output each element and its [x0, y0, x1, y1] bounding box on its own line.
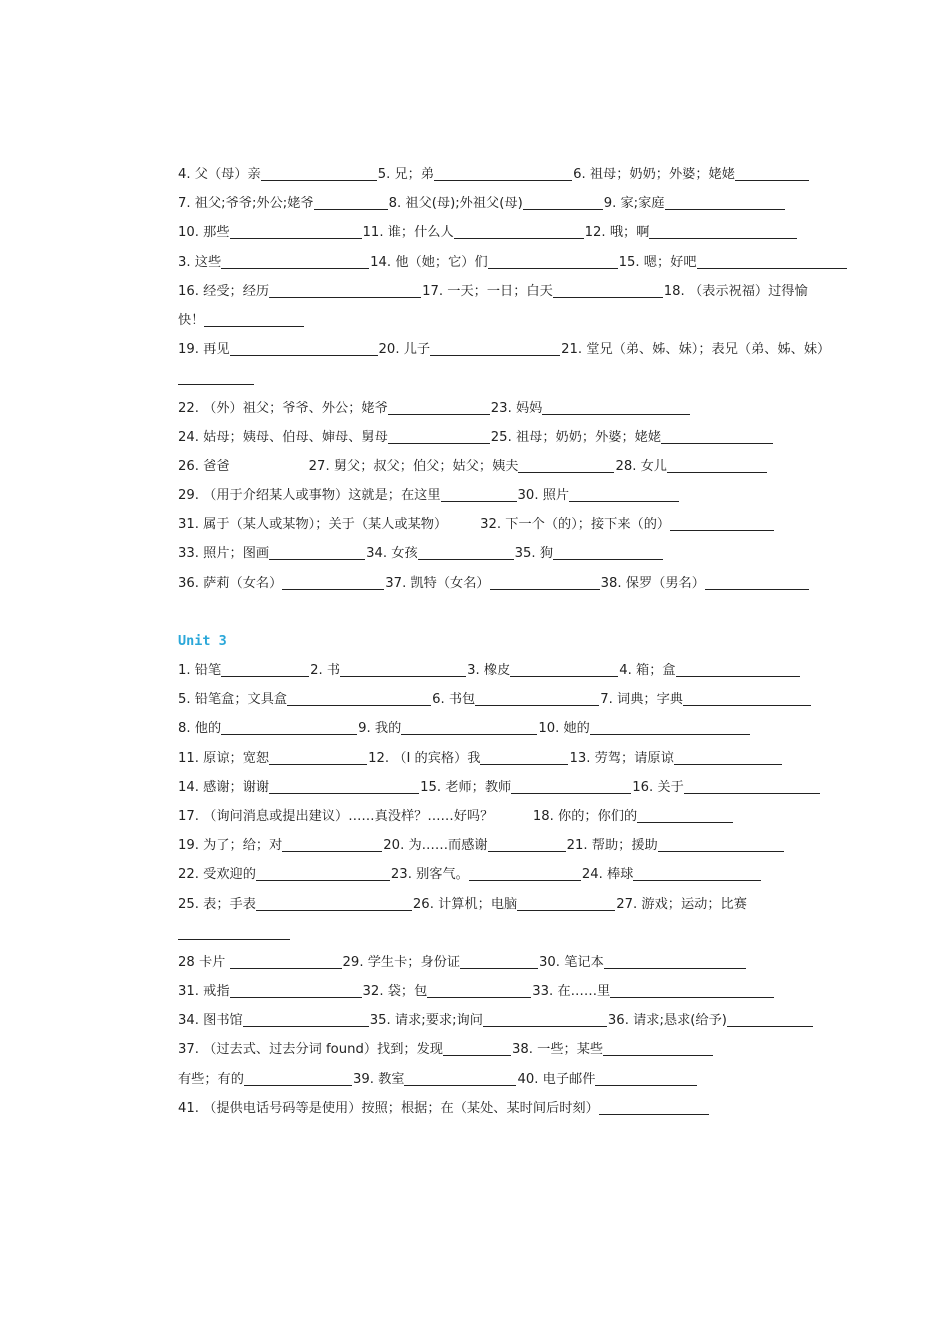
- vocab-prompt: 22. （外）祖父；爷爷、外公；姥爷: [178, 400, 388, 416]
- answer-blank[interactable]: [256, 896, 412, 911]
- vocab-prompt: 35. 请求;要求;询问: [369, 1013, 483, 1029]
- answer-blank[interactable]: [490, 575, 600, 590]
- answer-blank[interactable]: [460, 954, 538, 969]
- answer-blank[interactable]: [553, 283, 663, 298]
- unit3-vocabulary-section: [178, 656, 854, 1123]
- vocab-prompt: 14. 他（她；它）们: [370, 254, 488, 270]
- answer-blank[interactable]: [230, 983, 362, 998]
- vocab-line: [178, 452, 854, 481]
- answer-blank[interactable]: [221, 662, 309, 677]
- vocab-prompt: 26. 计算机；电脑: [412, 896, 518, 912]
- vocab-prompt: 28. 女儿: [615, 458, 667, 474]
- answer-blank[interactable]: [684, 779, 820, 794]
- answer-blank[interactable]: [523, 195, 603, 210]
- vocab-prompt: 32. 袋；包: [362, 984, 428, 1000]
- vocab-prompt: 25. 祖母；奶奶；外婆；姥姥: [490, 429, 662, 445]
- vocab-prompt: 23. 妈妈: [490, 400, 543, 416]
- answer-blank[interactable]: [244, 1071, 352, 1086]
- vocab-prompt: 35. 狗: [514, 546, 554, 562]
- answer-blank[interactable]: [661, 429, 773, 444]
- vocab-prompt: 20. 为……而感谢: [383, 838, 488, 854]
- vocab-prompt: 10. 那些: [178, 225, 230, 241]
- vocab-prompt: 18. （表示祝福）过得愉: [663, 283, 808, 299]
- answer-blank[interactable]: [314, 195, 388, 210]
- vocab-line: [178, 248, 854, 277]
- vocab-line: [178, 685, 854, 714]
- answer-blank[interactable]: [510, 662, 618, 677]
- answer-blank[interactable]: [665, 195, 785, 210]
- answer-blank[interactable]: [269, 779, 419, 794]
- vocab-prompt: 16. 关于: [632, 779, 684, 795]
- vocab-line: [178, 160, 854, 189]
- vocab-line: [178, 364, 854, 393]
- vocab-prompt: 37. 凯特（女名）: [385, 575, 490, 591]
- vocab-line: [178, 860, 854, 889]
- answer-blank[interactable]: [269, 283, 421, 298]
- vocab-prompt: 8. 他的: [178, 721, 222, 737]
- vocab-prompt: 24. 姑母；姨母、伯母、婶母、舅母: [178, 429, 388, 445]
- answer-blank[interactable]: [401, 720, 537, 735]
- answer-blank[interactable]: [404, 1071, 516, 1086]
- answer-blank[interactable]: [230, 954, 342, 969]
- vocab-line: [178, 394, 854, 423]
- answer-blank[interactable]: [735, 166, 809, 181]
- answer-blank[interactable]: [204, 312, 304, 327]
- answer-blank[interactable]: [488, 837, 566, 852]
- vocab-prompt: 19. 为了；给；对: [178, 838, 283, 854]
- answer-blank[interactable]: [658, 837, 784, 852]
- answer-blank[interactable]: [595, 1071, 697, 1086]
- answer-blank[interactable]: [430, 341, 560, 356]
- vocab-line: [178, 977, 854, 1006]
- vocab-prompt: 5. 兄；弟: [377, 167, 435, 182]
- answer-blank[interactable]: [705, 575, 809, 590]
- vocab-line: [178, 423, 854, 452]
- vocab-prompt: 22. 受欢迎的: [178, 867, 256, 883]
- vocab-line: [178, 481, 854, 510]
- vocab-prompt: 21. 堂兄（弟、姊、妹）；表兄（弟、姊、妹）: [561, 342, 831, 358]
- answer-blank[interactable]: [683, 691, 811, 706]
- vocab-line: [178, 189, 854, 218]
- answer-blank[interactable]: [542, 400, 690, 415]
- vocab-prompt: 25. 表；手表: [178, 896, 256, 912]
- answer-blank[interactable]: [427, 983, 531, 998]
- answer-blank[interactable]: [287, 691, 431, 706]
- answer-blank[interactable]: [178, 370, 254, 385]
- vocab-prompt: 6. 书包: [432, 692, 476, 708]
- answer-blank[interactable]: [269, 545, 365, 560]
- answer-blank[interactable]: [518, 458, 614, 473]
- vocab-prompt: 31. 戒指: [178, 984, 230, 1000]
- vocab-prompt: 33. 照片；图画: [178, 546, 270, 562]
- answer-blank[interactable]: [488, 254, 618, 269]
- answer-blank[interactable]: [282, 837, 382, 852]
- unit2-vocabulary-section: [178, 160, 854, 598]
- answer-blank[interactable]: [676, 662, 800, 677]
- answer-blank[interactable]: [599, 1100, 709, 1115]
- vocab-prompt: 29. （用于介绍某人或事物）这就是；在这里: [178, 488, 441, 504]
- answer-blank[interactable]: [727, 1012, 813, 1027]
- document-body: [178, 160, 854, 1123]
- vocab-prompt: 6. 祖母；奶奶；外婆；姥姥: [573, 167, 735, 182]
- vocab-prompt: 快！: [178, 312, 205, 328]
- answer-blank[interactable]: [221, 720, 357, 735]
- vocab-line: [178, 773, 854, 802]
- answer-blank[interactable]: [469, 866, 581, 881]
- vocab-prompt: 1. 铅笔: [178, 663, 222, 678]
- answer-blank[interactable]: [569, 487, 679, 502]
- vocab-prompt: 36. 请求;恳求(给予): [607, 1013, 727, 1029]
- answer-blank[interactable]: [511, 779, 631, 794]
- answer-blank[interactable]: [475, 691, 599, 706]
- vocab-prompt: 31. 属于（某人或某物）；关于（某人或某物） 32. 下一个（的）；接下来（的）: [178, 517, 671, 533]
- answer-blank[interactable]: [282, 575, 384, 590]
- answer-blank[interactable]: [454, 224, 584, 239]
- vocab-prompt: 13. 劳驾；请原谅: [569, 750, 674, 766]
- vocab-prompt: 20. 儿子: [378, 342, 431, 358]
- vocab-prompt: 21. 帮助；援助: [566, 838, 658, 854]
- answer-blank[interactable]: [480, 750, 568, 765]
- vocab-prompt: 15. 老师；教师: [420, 779, 512, 795]
- vocab-prompt: 19. 再见: [178, 342, 230, 358]
- vocab-prompt: 41. （提供电话号码等是使用）按照；根据；在（某处、某时间后时刻）: [178, 1100, 599, 1116]
- answer-blank[interactable]: [441, 487, 517, 502]
- vocab-line: [178, 335, 854, 364]
- vocab-prompt: 28 卡片: [178, 954, 230, 970]
- vocab-prompt: 27. 游戏；运动；比赛: [616, 896, 747, 912]
- vocab-prompt: 23. 别客气。: [390, 867, 469, 883]
- vocab-prompt: 34. 图书馆: [178, 1013, 243, 1029]
- answer-blank[interactable]: [178, 925, 290, 940]
- answer-blank[interactable]: [517, 896, 615, 911]
- answer-blank[interactable]: [483, 1012, 607, 1027]
- vocab-prompt: 5. 铅笔盒；文具盒: [178, 692, 288, 708]
- vocab-line: [178, 1065, 854, 1094]
- answer-blank[interactable]: [388, 400, 490, 415]
- answer-blank[interactable]: [637, 808, 733, 823]
- vocab-prompt: 4. 箱；盒: [619, 663, 676, 678]
- vocab-prompt: 有些；有的: [178, 1071, 244, 1087]
- vocab-prompt: 14. 感谢；谢谢: [178, 779, 270, 795]
- vocab-line: [178, 218, 854, 247]
- answer-blank[interactable]: [340, 662, 466, 677]
- vocab-line: [178, 948, 854, 977]
- answer-blank[interactable]: [670, 516, 774, 531]
- answer-blank[interactable]: [261, 166, 377, 181]
- answer-blank[interactable]: [256, 866, 390, 881]
- vocab-line: [178, 714, 854, 743]
- vocab-prompt: 17. （询问消息或提出建议）……真没样？……好吗？ 18. 你的；你们的: [178, 808, 638, 824]
- vocab-prompt: 15. 嗯；好吧: [618, 254, 697, 270]
- vocab-prompt: 2. 书: [310, 663, 341, 678]
- vocab-prompt: 30. 笔记本: [539, 954, 604, 970]
- answer-blank[interactable]: [230, 341, 378, 356]
- vocab-prompt: 11. 原谅；宽恕: [178, 750, 270, 766]
- answer-blank[interactable]: [443, 1041, 511, 1056]
- answer-blank[interactable]: [674, 750, 782, 765]
- vocab-prompt: 10. 她的: [538, 721, 590, 737]
- vocab-prompt: 36. 萨莉（女名）: [178, 575, 283, 591]
- unit-3-heading: Unit 3: [178, 632, 227, 649]
- answer-blank[interactable]: [269, 750, 367, 765]
- vocab-line: [178, 306, 854, 335]
- answer-blank[interactable]: [649, 224, 797, 239]
- answer-blank[interactable]: [697, 254, 847, 269]
- answer-blank[interactable]: [553, 545, 663, 560]
- answer-blank[interactable]: [667, 458, 767, 473]
- vocab-line: [178, 744, 854, 773]
- vocab-line: [178, 539, 854, 568]
- answer-blank[interactable]: [388, 429, 490, 444]
- vocab-prompt: 34. 女孩: [366, 546, 418, 562]
- answer-blank[interactable]: [633, 866, 761, 881]
- vocab-prompt: 3. 橡皮: [467, 663, 511, 678]
- vocab-prompt: 12. 哦；啊: [584, 225, 650, 241]
- vocab-prompt: 33. 在……里: [532, 984, 611, 1000]
- vocab-prompt: 26. 爸爸 27. 舅父；叔父；伯父；姑父；姨夫: [178, 458, 519, 474]
- answer-blank[interactable]: [434, 166, 572, 181]
- vocab-prompt: 40. 电子邮件: [517, 1071, 596, 1087]
- vocab-line: [178, 831, 854, 860]
- vocab-prompt: 24. 棒球: [581, 867, 634, 883]
- vocab-prompt: 9. 家;家庭: [603, 196, 665, 212]
- vocab-line: [178, 569, 854, 598]
- answer-blank[interactable]: [221, 254, 369, 269]
- vocab-prompt: 8. 祖父(母);外祖父(母): [388, 196, 523, 212]
- answer-blank[interactable]: [590, 720, 750, 735]
- answer-blank[interactable]: [230, 224, 362, 239]
- vocab-line: [178, 1094, 854, 1123]
- vocab-prompt: 9. 我的: [358, 721, 402, 737]
- answer-blank[interactable]: [243, 1012, 369, 1027]
- vocab-prompt: 38. 保罗（男名）: [600, 575, 705, 591]
- vocab-prompt: 7. 词典；字典: [600, 692, 683, 708]
- vocab-prompt: 38. 一些；某些: [511, 1042, 604, 1058]
- vocab-line: [178, 1006, 854, 1035]
- vocab-prompt: 16. 经受；经历: [178, 283, 270, 299]
- answer-blank[interactable]: [604, 954, 746, 969]
- vocab-prompt: 3. 这些: [178, 254, 222, 270]
- vocab-prompt: 37. （过去式、过去分词 found）找到；发现: [178, 1042, 443, 1058]
- vocab-prompt: 7. 祖父;爷爷;外公;姥爷: [178, 196, 314, 212]
- vocab-line: [178, 890, 854, 919]
- vocab-prompt: 29. 学生卡；身份证: [342, 954, 461, 970]
- vocab-prompt: 30. 照片: [517, 488, 570, 504]
- vocab-line: [178, 1035, 854, 1064]
- vocab-prompt: 39. 教室: [352, 1071, 405, 1087]
- answer-blank[interactable]: [610, 983, 774, 998]
- vocab-prompt: 4. 父（母）亲: [178, 167, 261, 182]
- vocab-line: [178, 802, 854, 831]
- vocab-line: [178, 277, 854, 306]
- answer-blank[interactable]: [603, 1041, 713, 1056]
- vocab-prompt: 11. 谁；什么人: [362, 225, 454, 241]
- vocab-line: [178, 656, 854, 685]
- vocab-prompt: 17. 一天；一日；白天: [422, 283, 553, 299]
- vocab-line: [178, 919, 854, 948]
- answer-blank[interactable]: [418, 545, 514, 560]
- vocab-line: [178, 510, 854, 539]
- vocab-prompt: 12. （I 的宾格）我: [368, 750, 481, 766]
